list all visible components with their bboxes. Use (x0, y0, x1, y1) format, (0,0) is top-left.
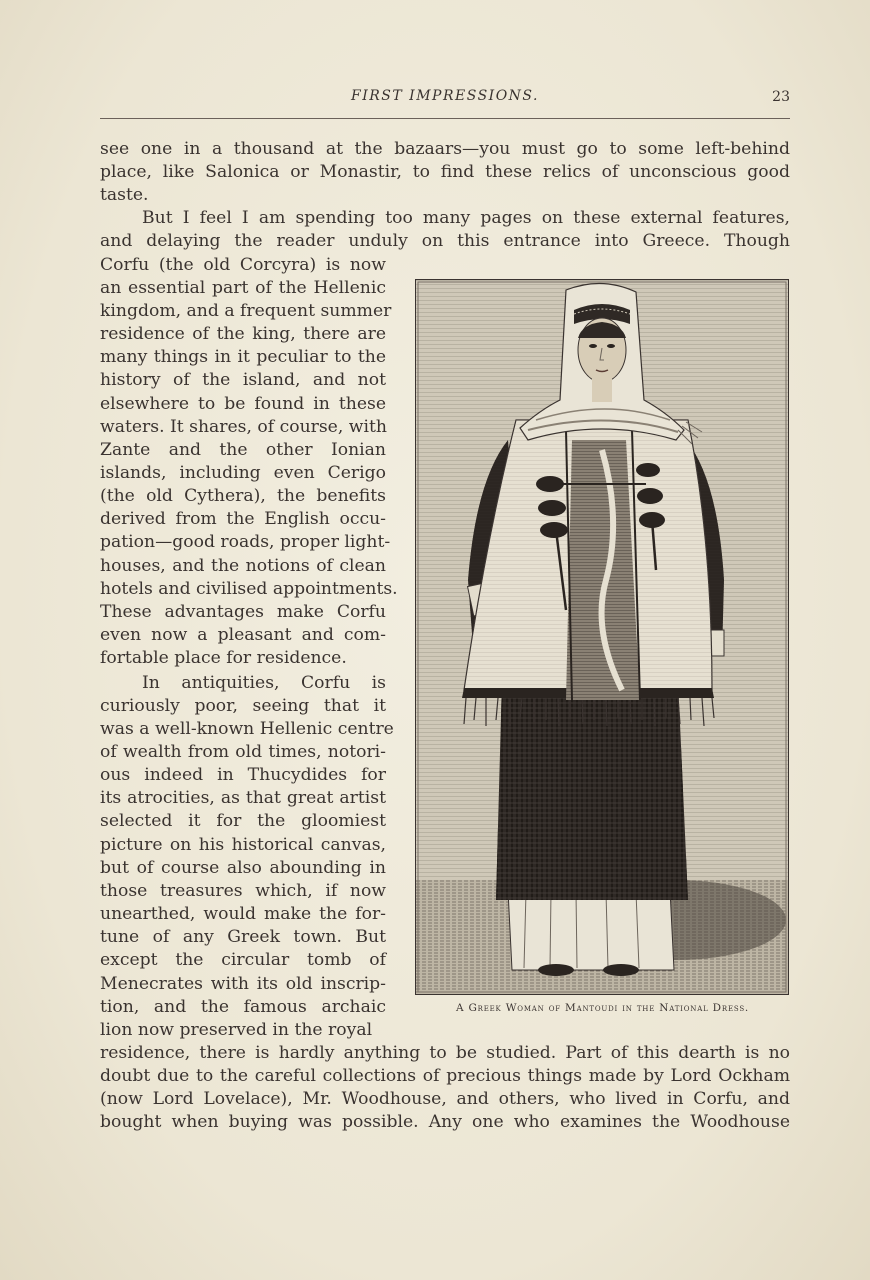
text-line: curiously poor, seeing that it (100, 696, 386, 716)
text-line: history of the island, and not (100, 370, 386, 390)
text-line: Zante and the other Ionian (100, 440, 386, 460)
text-line: pation—good roads, proper light- (100, 532, 391, 552)
text-line: (now Lord Lovelace), Mr. Woodhouse, and others, who lived in Corfu, and (100, 1089, 790, 1109)
text-line: tune of any Greek town. But (100, 927, 386, 947)
text-line: These advantages make Corfu (100, 602, 386, 622)
paragraph-first-line: In antiquities, Corfu is (142, 673, 386, 693)
text-line: place, like Salonica or Monastir, to find these relics of unconscious good (100, 162, 790, 182)
text-line: kingdom, and a frequent summer (100, 301, 392, 321)
text-line: bought when buying was possible. Any one who examines the Woodhouse (100, 1112, 790, 1132)
text-line: doubt due to the careful collections of precious things made by Lord Ockham (100, 1066, 790, 1086)
text-line: an essential part of the Hellenic (100, 278, 386, 298)
text-line: was a well-known Hellenic centre (100, 719, 394, 739)
text-line: islands, including even Cerigo (100, 463, 386, 483)
text-line: even now a pleasant and com- (100, 625, 386, 645)
text-line: hotels and civilised appointments. (100, 579, 398, 599)
text-line: but of course also abounding in (100, 858, 386, 878)
text-line: ous indeed in Thucydides for (100, 765, 386, 785)
text-line: (the old Cythera), the benefits (100, 486, 386, 506)
text-line: Corfu (the old Corcyra) is now (100, 255, 386, 275)
text-line: taste. (100, 185, 149, 205)
text-line: many things in it peculiar to the (100, 347, 386, 367)
text-line: picture on his historical canvas, (100, 835, 386, 855)
paragraph-first-line: But I feel I am spending too many pages on these external features, (142, 208, 790, 228)
text-line: see one in a thousand at the bazaars—you must go to some left-behind (100, 139, 790, 159)
text-line: Menecrates with its old inscrip- (100, 974, 386, 994)
text-line: those treasures which, if now (100, 881, 386, 901)
text-line: lion now preserved in the royal (100, 1020, 373, 1040)
woman-in-national-dress-illustration (416, 280, 788, 994)
figure-caption: A Greek Woman of Mantoudi in the National Dress. (455, 1002, 750, 1014)
text-line: houses, and the notions of clean (100, 556, 386, 576)
text-line: except the circular tomb of (100, 950, 386, 970)
text-line: waters. It shares, of course, with (100, 417, 387, 437)
text-line: residence of the king, there are (100, 324, 386, 344)
running-head (100, 88, 790, 110)
text-line: tion, and the famous archaic (100, 997, 386, 1017)
text-line: of wealth from old times, notori- (100, 742, 386, 762)
page-number: 23 (772, 89, 790, 105)
text-line: selected it for the gloomiest (100, 811, 386, 831)
running-title: FIRST IMPRESSIONS. (351, 88, 539, 104)
text-line: and delaying the reader unduly on this entrance into Greece. Though (100, 231, 790, 251)
text-line: its atrocities, as that great artist (100, 788, 386, 808)
text-line: elsewhere to be found in these (100, 394, 386, 414)
text-line: unearthed, would make the for- (100, 904, 386, 924)
text-line: fortable place for residence. (100, 648, 347, 668)
text-line: residence, there is hardly anything to be studied. Part of this dearth is no (100, 1043, 790, 1063)
engraving-figure (415, 279, 789, 995)
text-line: derived from the English occu- (100, 509, 386, 529)
header-rule (100, 118, 790, 119)
